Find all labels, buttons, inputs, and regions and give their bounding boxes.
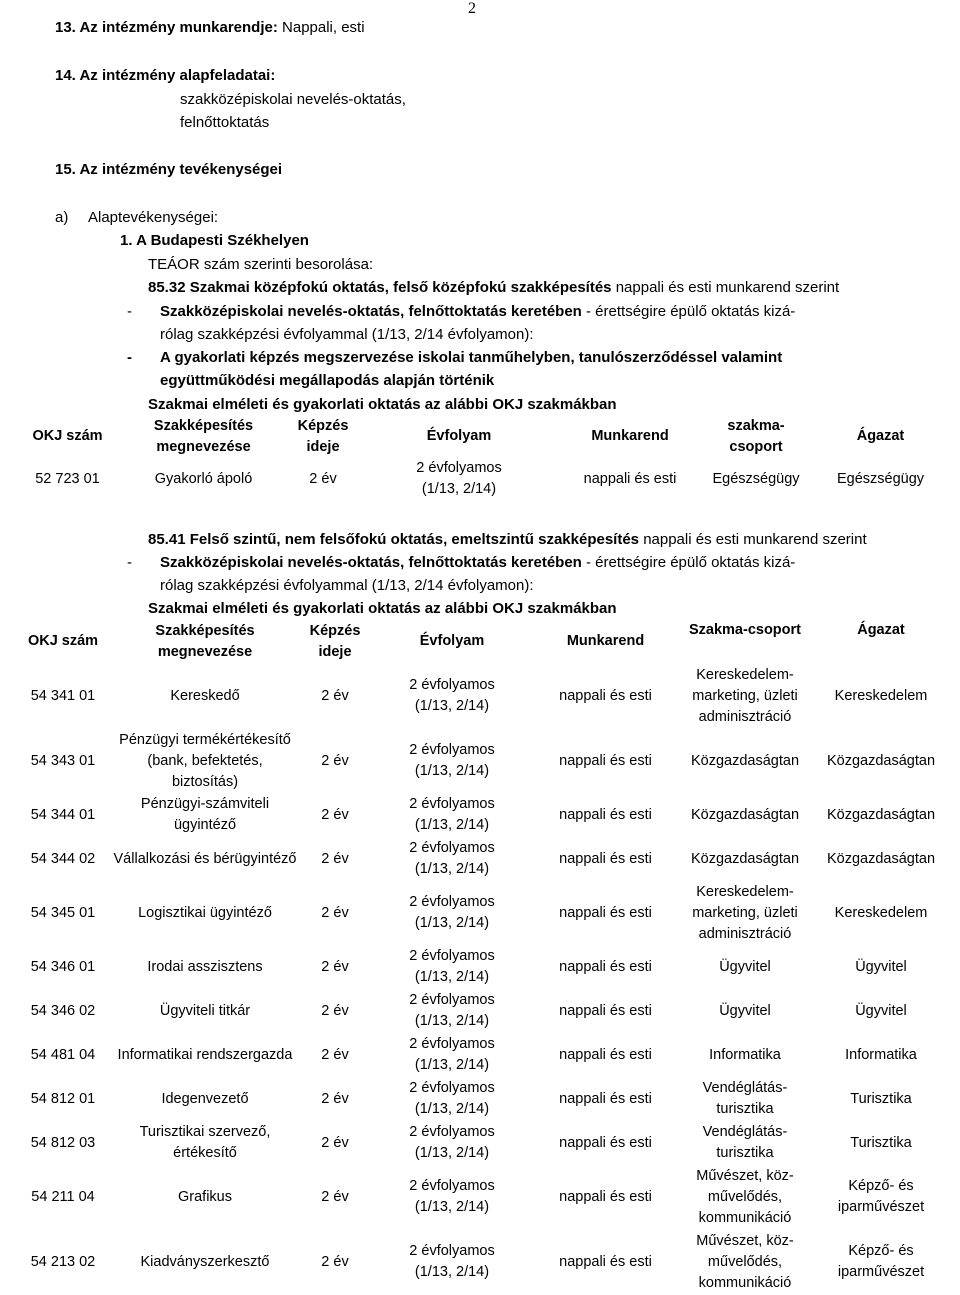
cell-duration: 2 év — [321, 1253, 349, 1270]
cell-branch: Közgazdaságtan — [826, 850, 936, 867]
cell-name: Idegenvezető — [161, 1090, 249, 1107]
cell-mode: nappali és esti — [559, 752, 652, 769]
activity-8541-dash1-bold: Szakközépiskolai nevelés-oktatás, felnőttoktatás keretében — [160, 554, 582, 571]
cell-year: 2 évfolyamos (1/13, 2/14) — [409, 1124, 495, 1161]
table-row — [20, 945, 945, 989]
activity-8532-title-normal: nappali és esti munkarend szerint — [615, 279, 840, 296]
table2-header-name: Szakképesítés megnevezése — [155, 622, 255, 660]
activity-8541-dash1 — [160, 553, 795, 572]
cell-group: Informatika — [709, 1046, 781, 1063]
cell-okj: 54 211 04 — [31, 1188, 95, 1205]
cell-okj: 54 341 01 — [30, 687, 96, 704]
section-14-line2: felnőttoktatás — [180, 114, 270, 131]
cell-name: Kiadványszerkesztő — [140, 1253, 270, 1270]
activity-8532-dash2-marker: - — [127, 349, 132, 366]
table1-header-row — [20, 415, 945, 458]
cell-mode: nappali és esti — [559, 687, 652, 704]
section-13-label: 13. Az intézmény munkarendje: — [55, 19, 278, 36]
cell-year: 2 évfolyamos (1/13, 2/14) — [409, 840, 495, 877]
table2-header-mode: Munkarend — [566, 633, 645, 649]
subsection-a-label: a) — [55, 209, 69, 226]
cell-group: Kereskedelem- marketing, üzleti adminisztráció — [692, 666, 798, 725]
table-row — [20, 729, 945, 793]
cell-group: Közgazdaságtan — [690, 806, 800, 823]
activity-8532-dash1-bold: Szakközépiskolai nevelés-oktatás, felnőttoktatás keretében — [160, 303, 582, 320]
cell-mode: nappali és esti — [559, 1253, 652, 1270]
table-row — [20, 881, 945, 945]
cell-branch: Képző- és iparművészet — [837, 1243, 925, 1280]
table1-header-okj: OKJ szám — [32, 428, 103, 444]
cell-year: 2 évfolyamos (1/13, 2/14) — [409, 894, 495, 931]
cell-branch: Képző- és iparművészet — [837, 1178, 925, 1215]
table2-caption: Szakmai elméleti és gyakorlati oktatás az alábbi OKJ szakmákban — [148, 600, 617, 617]
table-row — [20, 458, 945, 500]
cell-group: Művészet, köz- művelődés, kommunikáció — [696, 1232, 794, 1291]
cell-duration: 2 év — [321, 904, 349, 921]
cell-okj: 54 812 03 — [30, 1134, 96, 1151]
table1-header-year: Évfolyam — [426, 428, 492, 444]
cell-mode: nappali és esti — [559, 1002, 652, 1019]
activity-8532-dash2-line1: A gyakorlati képzés megszervezése iskolai tanműhelyben, tanulószerződéssel valamint — [160, 349, 783, 366]
cell-name: Pénzügyi termékértékesítő (bank, befektetés, biztosítás) — [119, 731, 291, 790]
cell-name: Vállalkozási és bérügyintéző — [113, 850, 297, 867]
cell-group: Vendéglátás- turisztika — [702, 1124, 788, 1161]
table2-header-row — [20, 620, 945, 663]
table1-header-group: szakma- csoport — [727, 417, 785, 455]
cell-duration: 2 év — [321, 1090, 349, 1107]
cell-duration: 2 év — [321, 1046, 349, 1063]
cell-okj: 54 344 01 — [30, 806, 96, 823]
table2-header-year: Évfolyam — [419, 633, 485, 649]
cell-year: 2 évfolyamos (1/13, 2/14) — [416, 460, 502, 497]
cell-mode: nappali és esti — [559, 806, 652, 823]
table2-header-duration: Képzés ideje — [309, 622, 361, 660]
cell-year: 2 évfolyamos (1/13, 2/14) — [409, 796, 495, 833]
table-row — [20, 837, 945, 881]
cell-branch: Ügyvitel — [855, 1002, 907, 1019]
table1-caption: Szakmai elméleti és gyakorlati oktatás az alábbi OKJ szakmákban — [148, 396, 617, 413]
cell-group: Művészet, köz- művelődés, kommunikáció — [696, 1167, 794, 1226]
activity-8541-dash1-normal: - érettségire épülő oktatás kizá- — [586, 554, 796, 571]
cell-name: Irodai asszisztens — [147, 958, 263, 975]
cell-branch: Közgazdaságtan — [826, 752, 936, 769]
activity-8532-dash2-line2: együttműködési megállapodás alapján történik — [160, 372, 495, 389]
cell-mode: nappali és esti — [559, 958, 652, 975]
cell-branch: Turisztika — [850, 1090, 912, 1107]
table1-header-name: Szakképesítés megnevezése — [153, 417, 254, 455]
table-row — [20, 1165, 945, 1229]
cell-name: Logisztikai ügyintéző — [138, 904, 272, 921]
cell-name: Turisztikai szervező, értékesítő — [139, 1124, 271, 1161]
cell-okj: 54 481 04 — [30, 1046, 96, 1063]
table1-header-branch: Ágazat — [856, 428, 905, 444]
cell-mode: nappali és esti — [559, 1134, 652, 1151]
activity-8532-dash1-normal: - érettségire épülő oktatás kizá- — [586, 303, 796, 320]
cell-group: Vendéglátás- turisztika — [702, 1080, 788, 1117]
cell-branch: Közgazdaságtan — [826, 806, 936, 823]
cell-duration: 2 év — [321, 850, 349, 867]
cell-mode: nappali és esti — [583, 470, 677, 487]
table2-header-group: Szakma-csoport — [688, 622, 801, 638]
table2-header-okj: OKJ szám — [27, 633, 99, 649]
subsection-a-text: Alaptevékenységei: — [88, 209, 219, 226]
cell-okj: 54 346 01 — [30, 958, 96, 975]
cell-year: 2 évfolyamos (1/13, 2/14) — [409, 677, 495, 714]
table1-header-duration: Képzés ideje — [297, 417, 349, 455]
table-row — [20, 663, 945, 729]
teaor-label: TEÁOR szám szerinti besorolása: — [148, 256, 374, 273]
cell-branch: Turisztika — [850, 1134, 912, 1151]
activity-8541-title-bold: 85.41 Felső szintű, nem felsőfokú oktatás, emeltszintű szakképesítés — [148, 531, 640, 548]
cell-branch: Ügyvitel — [855, 958, 907, 975]
cell-year: 2 évfolyamos (1/13, 2/14) — [409, 1178, 495, 1215]
section-14-heading: 14. Az intézmény alapfeladatai: — [55, 67, 276, 84]
table-row — [20, 1121, 945, 1165]
cell-okj: 54 346 02 — [30, 1002, 96, 1019]
activity-8532-dash1-line2: rólag szakképzési évfolyammal (1/13, 2/14 évfolyamon): — [160, 326, 534, 343]
cell-group: Közgazdaságtan — [690, 850, 800, 867]
cell-year: 2 évfolyamos (1/13, 2/14) — [409, 742, 495, 779]
cell-okj: 54 343 01 — [30, 752, 96, 769]
cell-duration: 2 év — [321, 1002, 349, 1019]
table1-header-mode: Munkarend — [591, 428, 669, 444]
section-13-value: Nappali, esti — [282, 19, 365, 36]
table-row — [20, 793, 945, 837]
cell-okj: 54 345 01 — [30, 904, 96, 921]
cell-duration: 2 év — [321, 1134, 349, 1151]
cell-group: Közgazdaságtan — [690, 752, 800, 769]
cell-group: Egészségügy — [712, 470, 800, 487]
cell-mode: nappali és esti — [559, 904, 652, 921]
page-number: 2 — [468, 0, 476, 17]
activity-8541-dash1-marker: - — [127, 554, 132, 571]
table-row — [20, 989, 945, 1033]
cell-group: Ügyvitel — [719, 958, 771, 975]
cell-name: Grafikus — [178, 1188, 232, 1205]
activity-8532-title-bold: 85.32 Szakmai középfokú oktatás, felső középfokú szakképesítés — [148, 279, 612, 296]
table-row — [20, 1229, 945, 1295]
activity-8541-title — [148, 530, 867, 549]
cell-group: Ügyvitel — [719, 1002, 771, 1019]
activity-8532-dash1 — [160, 302, 795, 321]
section-13 — [55, 18, 365, 37]
cell-name: Ügyviteli titkár — [159, 1002, 251, 1019]
cell-branch: Kereskedelem — [834, 687, 928, 704]
cell-branch: Egészségügy — [836, 470, 925, 487]
cell-mode: nappali és esti — [559, 1188, 652, 1205]
cell-okj: 52 723 01 — [35, 470, 100, 487]
cell-year: 2 évfolyamos (1/13, 2/14) — [409, 1243, 495, 1280]
cell-okj: 54 344 02 — [30, 850, 96, 867]
cell-name: Pénzügyi-számviteli ügyintéző — [140, 796, 270, 833]
activity-8541-title-normal: nappali és esti munkarend szerint — [643, 531, 867, 548]
cell-name: Kereskedő — [170, 687, 240, 704]
cell-mode: nappali és esti — [559, 850, 652, 867]
cell-year: 2 évfolyamos (1/13, 2/14) — [409, 992, 495, 1029]
cell-duration: 2 év — [309, 470, 337, 487]
cell-year: 2 évfolyamos (1/13, 2/14) — [409, 1080, 495, 1117]
activity-8541-dash1-line2: rólag szakképzési évfolyammal (1/13, 2/14 évfolyamon): — [160, 577, 534, 594]
cell-mode: nappali és esti — [559, 1090, 652, 1107]
cell-duration: 2 év — [321, 1188, 349, 1205]
table-row — [20, 1033, 945, 1077]
section-14-line1: szakközépiskolai nevelés-oktatás, — [180, 91, 406, 108]
table-row — [20, 1077, 945, 1121]
cell-duration: 2 év — [321, 806, 349, 823]
okj-table-1 — [20, 415, 945, 500]
cell-duration: 2 év — [321, 958, 349, 975]
activity-8532-title — [148, 278, 839, 297]
okj-table-2 — [20, 620, 945, 1295]
section-15-heading: 15. Az intézmény tevékenységei — [55, 161, 283, 178]
site-heading: 1. A Budapesti Székhelyen — [120, 232, 309, 249]
table2-header-branch: Ágazat — [857, 622, 905, 638]
activity-8532-dash1-marker: - — [127, 303, 132, 320]
cell-year: 2 évfolyamos (1/13, 2/14) — [409, 948, 495, 985]
cell-okj: 54 213 02 — [30, 1253, 96, 1270]
cell-branch: Informatika — [845, 1046, 917, 1063]
cell-okj: 54 812 01 — [30, 1090, 96, 1107]
cell-duration: 2 év — [321, 752, 349, 769]
cell-name: Gyakorló ápoló — [154, 470, 253, 487]
cell-duration: 2 év — [321, 687, 349, 704]
cell-group: Kereskedelem- marketing, üzleti adminisztráció — [692, 883, 798, 942]
cell-year: 2 évfolyamos (1/13, 2/14) — [409, 1036, 495, 1073]
cell-name: Informatikai rendszergazda — [117, 1046, 293, 1063]
cell-mode: nappali és esti — [559, 1046, 652, 1063]
cell-branch: Kereskedelem — [834, 904, 928, 921]
